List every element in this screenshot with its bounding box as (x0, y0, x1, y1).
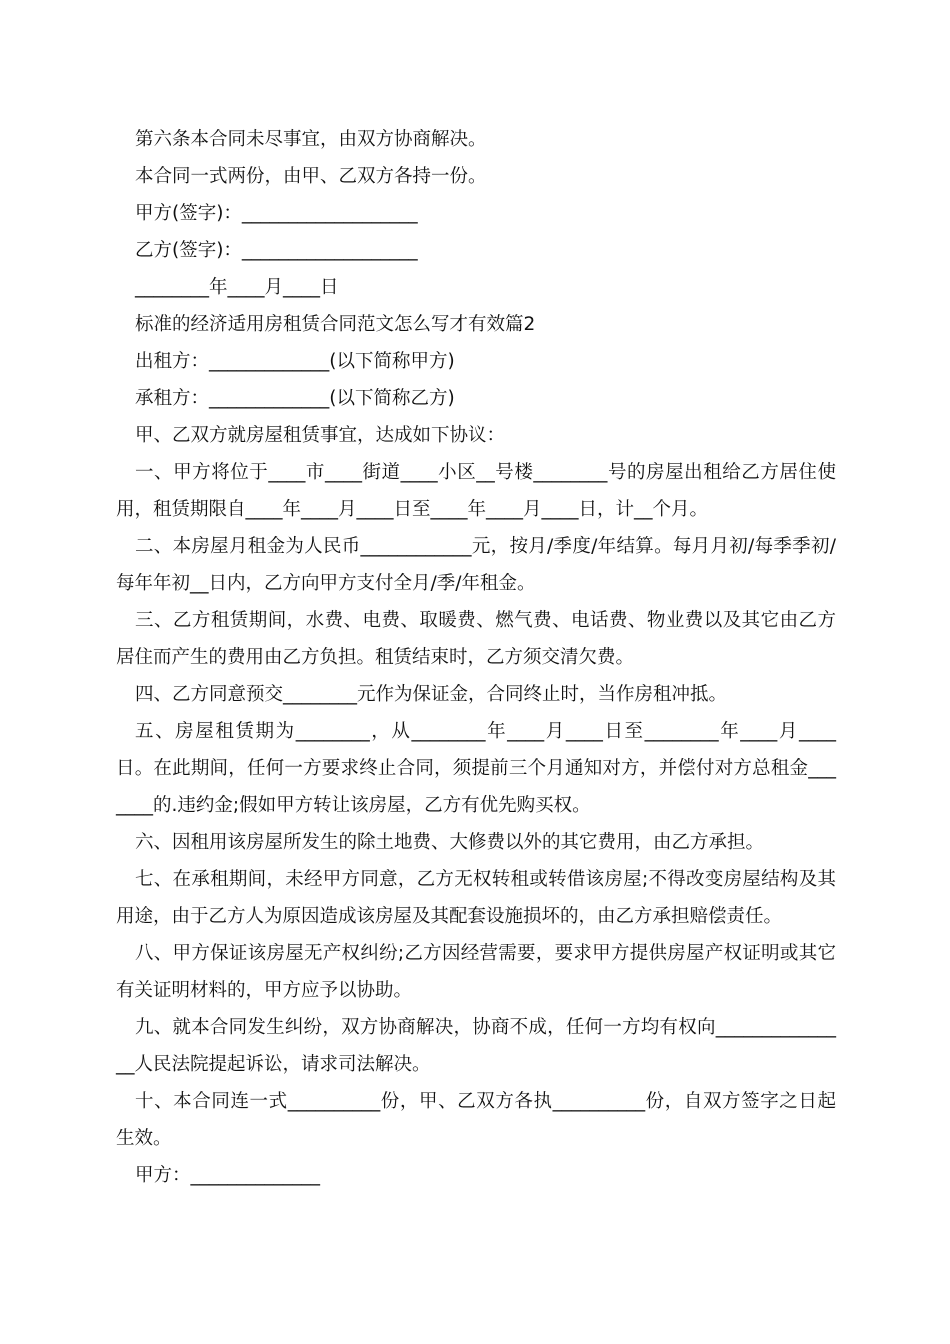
clause-5: 五、房屋租赁期为________，从________年____月____日至________年____月____日。在此期间，任何一方要求终止合同，须提前三个月通知对方，并偿付对方总租金_______的.违约金;假如甲方转让该房屋，乙方有优先购买权。 (116, 721, 836, 816)
date-line: ________年____月____日 (135, 277, 339, 298)
section-heading: 标准的经济适用房租赁合同范文怎么写才有效篇2 (135, 314, 536, 335)
clause-1: 一、甲方将位于____市____街道____小区__号楼________号的房屋出租给乙方居住使用，租赁期限自____年____月____日至____年____月____日，计__个月。 (116, 462, 836, 520)
party-a-signature-line: 甲方(签字)：___________________ (135, 203, 418, 224)
party-a-line: 甲方：______________ (135, 1165, 321, 1186)
party-b-signature-line: 乙方(签字)：___________________ (135, 240, 418, 261)
agreement-intro: 甲、乙双方就房屋租赁事宜，达成如下协议： (135, 425, 506, 446)
clause-six-text: 第六条本合同未尽事宜，由双方协商解决。 (135, 129, 487, 150)
copies-statement: 本合同一式两份，由甲、乙双方各持一份。 (135, 166, 487, 187)
clause-9: 九、就本合同发生纠纷，双方协商解决，协商不成，任何一方均有权向_______________人民法院提起诉讼，请求司法解决。 (116, 1017, 836, 1075)
contract-text (116, 121, 836, 1194)
clause-8: 八、甲方保证该房屋无产权纠纷;乙方因经营需要，要求甲方提供房屋产权证明或其它有关证明材料的，甲方应予以协助。 (116, 943, 836, 1001)
lessor-line: 出租方：_____________(以下简称甲方) (135, 351, 455, 372)
clause-2: 二、本房屋月租金为人民币____________元，按月/季度/年结算。每月月初/每季季初/每年年初__日内，乙方向甲方支付全月/季/年租金。 (116, 536, 836, 594)
clause-7: 七、在承租期间，未经甲方同意，乙方无权转租或转借该房屋;不得改变房屋结构及其用途，由于乙方人为原因造成该房屋及其配套设施损坏的，由乙方承担赔偿责任。 (116, 869, 836, 927)
clause-4: 四、乙方同意预交________元作为保证金，合同终止时，当作房租冲抵。 (135, 684, 728, 705)
clause-3: 三、乙方租赁期间，水费、电费、取暖费、燃气费、电话费、物业费以及其它由乙方居住而产生的费用由乙方负担。租赁结束时，乙方须交清欠费。 (116, 610, 836, 668)
lessee-line: 承租方：_____________(以下简称乙方) (135, 388, 455, 409)
clause-6: 六、因租用该房屋所发生的除土地费、大修费以外的其它费用，由乙方承担。 (135, 832, 765, 853)
clause-10: 十、本合同连一式__________份，甲、乙双方各执__________份，自双方签字之日起生效。 (116, 1091, 836, 1149)
